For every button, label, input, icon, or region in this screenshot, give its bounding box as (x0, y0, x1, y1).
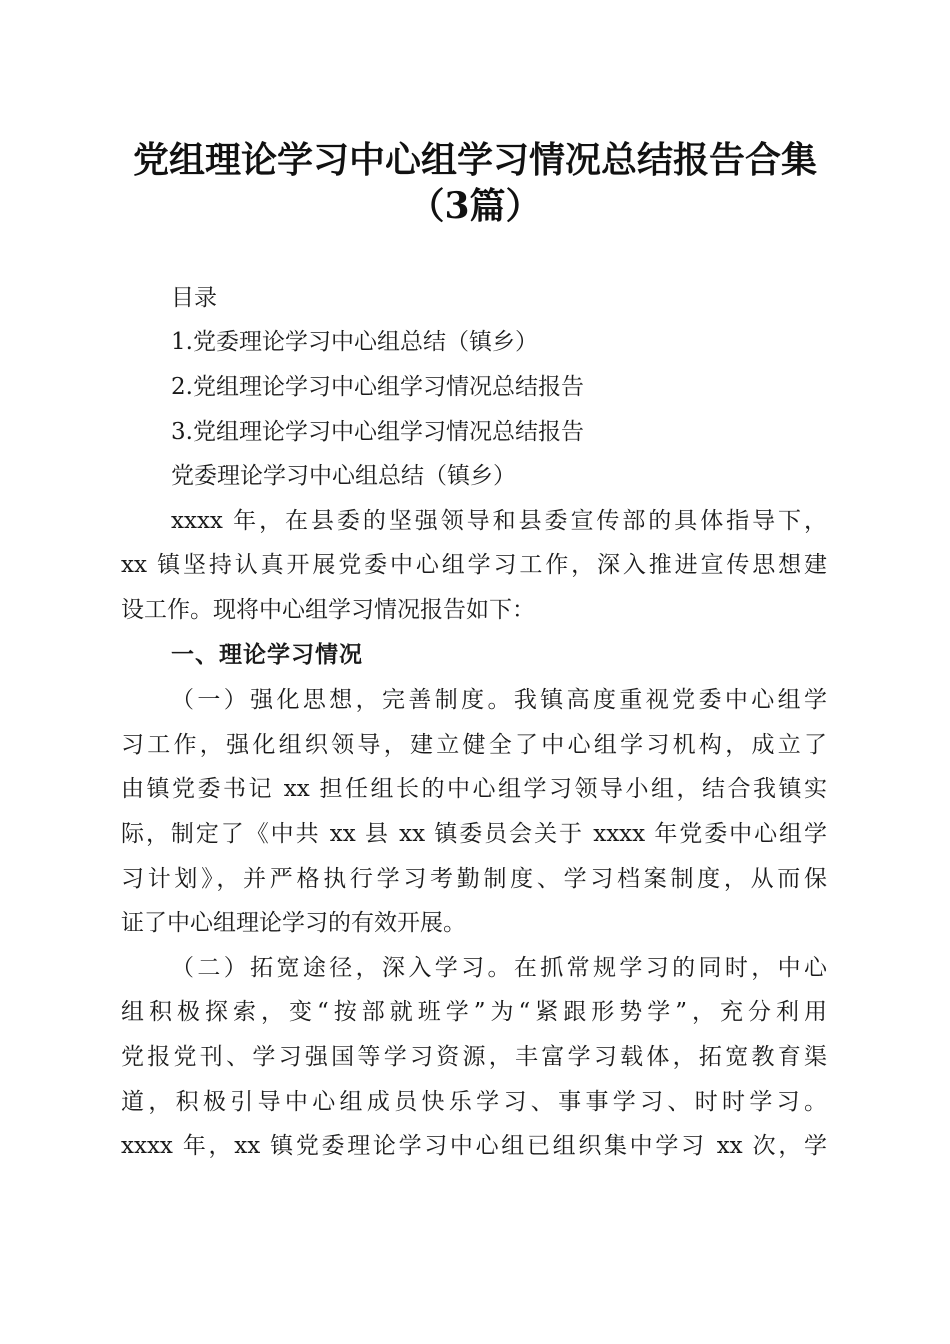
paragraph-line: 组积极探索，变“按部就班学”为“紧跟形势学”，充分利用 (121, 999, 827, 1025)
document-title-count: （3篇） (408, 185, 542, 227)
paragraph-line: xxxx 年，xx 镇党委理论学习中心组已组织集中学习 xx 次，学 (121, 1133, 827, 1159)
paragraph-line: 习计划》，并严格执行学习考勤制度、学习档案制度，从而保 (121, 866, 827, 892)
paragraph-line: 设工作。现将中心组学习情况报告如下： (121, 597, 535, 623)
paragraph-line: 党报党刊、学习强国等学习资源，丰富学习载体，拓宽教育渠 (121, 1044, 827, 1070)
paragraph-line: 习工作，强化组织领导，建立健全了中心组学习机构，成立了 (121, 732, 827, 758)
paragraph-line: 由镇党委书记 xx 担任组长的中心组学习领导小组，结合我镇实 (121, 776, 827, 802)
toc-item: 1.党委理论学习中心组总结（镇乡） (171, 329, 538, 355)
paragraph-line: 证了中心组理论学习的有效开展。 (121, 910, 466, 936)
paragraph-line: xx 镇坚持认真开展党委中心组学习工作，深入推进宣传思想建 (121, 552, 827, 578)
paragraph-line: xxxx 年，在县委的坚强领导和县委宣传部的具体指导下， (171, 508, 827, 534)
section-heading: 一、理论学习情况 (171, 642, 363, 668)
paragraph-line: 际，制定了《中共 xx 县 xx 镇委员会关于 xxxx 年党委中心组学 (121, 821, 827, 847)
paragraph-line: 道，积极引导中心组成员快乐学习、事事学习、时时学习。 (121, 1089, 827, 1115)
article-title: 党委理论学习中心组总结（镇乡） (171, 463, 516, 489)
document-title: 党组理论学习中心组学习情况总结报告合集 (132, 139, 817, 181)
toc-item: 3.党组理论学习中心组学习情况总结报告 (171, 419, 584, 445)
paragraph-line: （二）拓宽途径，深入学习。在抓常规学习的同时，中心 (171, 955, 827, 981)
toc-heading: 目录 (171, 285, 217, 311)
paragraph-line: （一）强化思想，完善制度。我镇高度重视党委中心组学 (171, 687, 827, 713)
toc-item: 2.党组理论学习中心组学习情况总结报告 (171, 374, 584, 400)
